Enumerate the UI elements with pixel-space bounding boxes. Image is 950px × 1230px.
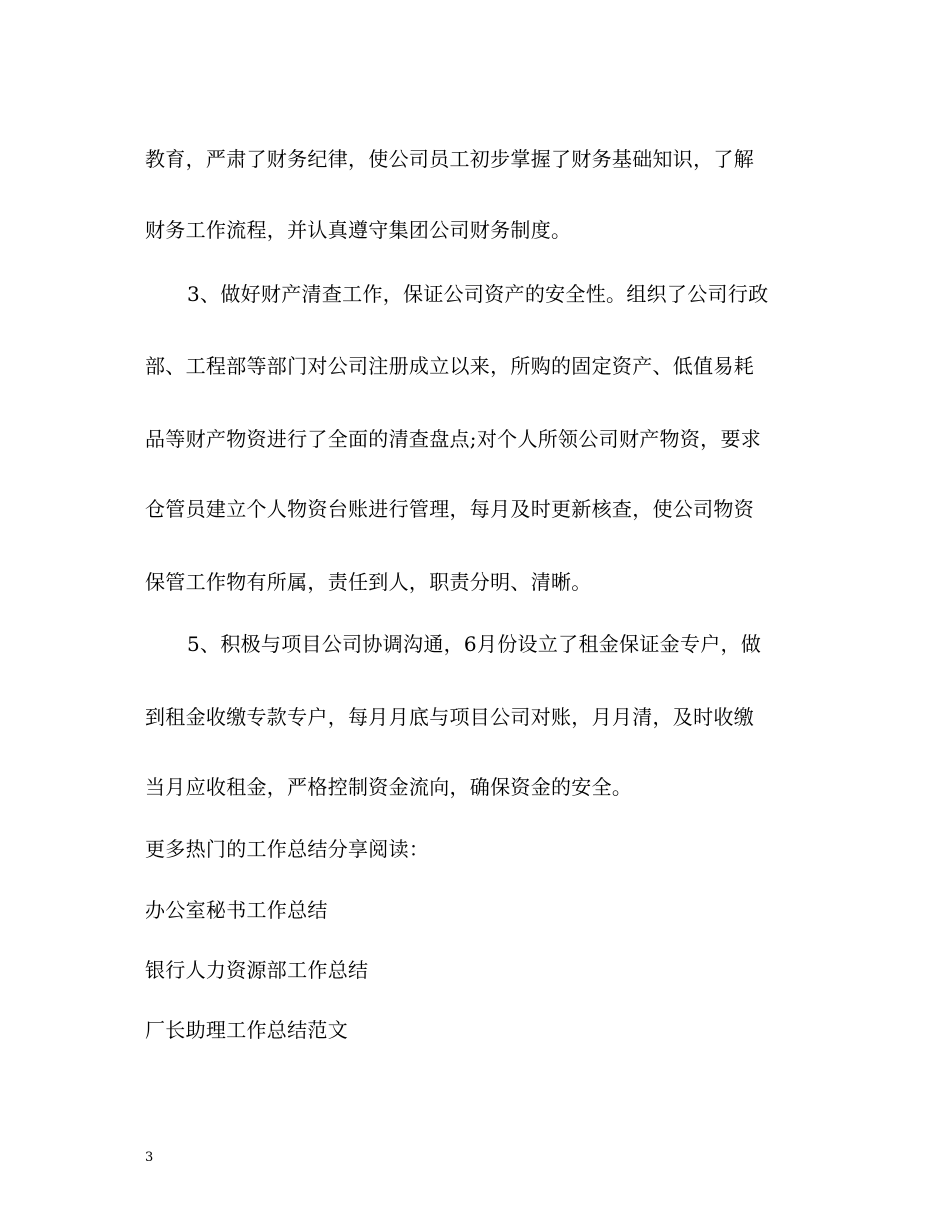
body-text-line: 品等财产物资进行了全面的清查盘点;对个人所领公司财产物资，要求 xyxy=(145,427,762,451)
body-text-line: 当月应收租金，严格控制资金流向，确保资金的安全。 xyxy=(145,775,633,799)
related-article-link[interactable]: 银行人力资源部工作总结 xyxy=(145,958,369,982)
body-text-line: 财务工作流程，并认真遵守集团公司财务制度。 xyxy=(145,218,572,242)
body-text-line: 保管工作物有所属，责任到人，职责分明、清晰。 xyxy=(145,570,592,594)
related-article-link[interactable]: 办公室秘书工作总结 xyxy=(145,898,328,922)
body-text-line: 5、积极与项目公司协调沟通，6月份设立了租金保证金专户，做 xyxy=(187,632,762,656)
body-text-line: 仓管员建立个人物资台账进行管理，每月及时更新核查，使公司物资 xyxy=(145,497,754,521)
page-number: 3 xyxy=(145,1150,154,1165)
body-text-line: 教育，严肃了财务纪律，使公司员工初步掌握了财务基础知识，了解 xyxy=(145,147,754,171)
more-reading-label: 更多热门的工作总结分享阅读： xyxy=(145,837,430,861)
related-article-link[interactable]: 厂长助理工作总结范文 xyxy=(145,1018,348,1042)
body-text-line: 到租金收缴专款专户，每月月底与项目公司对账，月月清，及时收缴 xyxy=(145,705,754,729)
body-text-line: 部、工程部等部门对公司注册成立以来，所购的固定资产、低值易耗 xyxy=(145,354,754,378)
body-text-line: 3、做好财产清查工作，保证公司资产的安全性。组织了公司行政 xyxy=(187,282,769,306)
